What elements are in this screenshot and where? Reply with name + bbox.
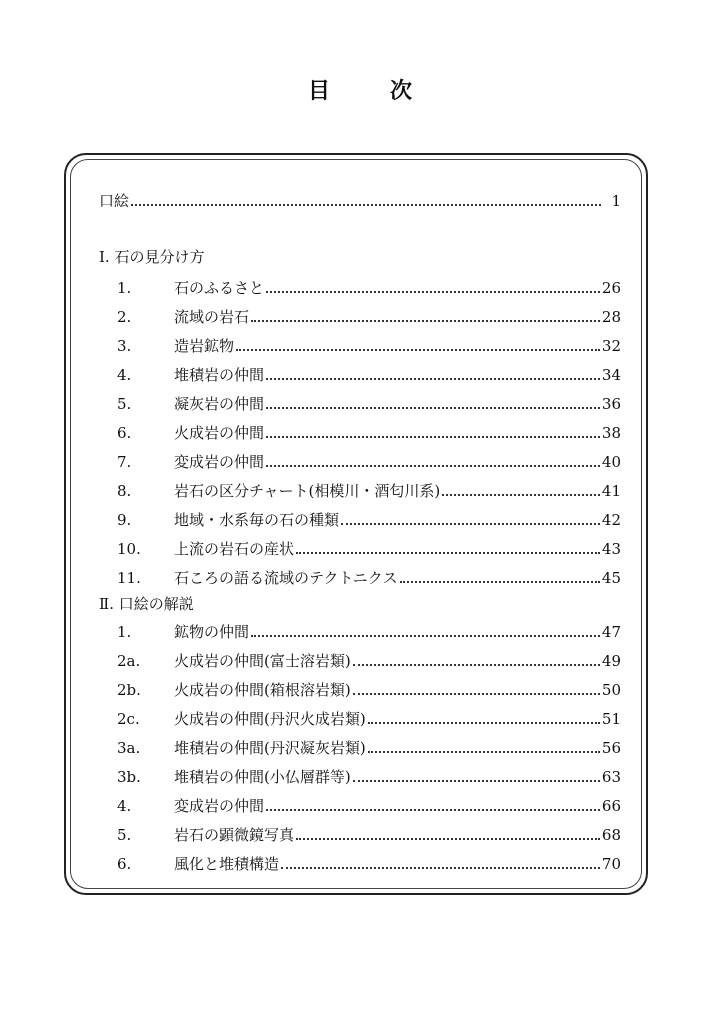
toc-entry[interactable] xyxy=(99,451,621,473)
toc-entry-label: 造岩鉱物 xyxy=(174,337,235,355)
toc-entry-number: 2. xyxy=(117,308,132,326)
toc-entry-label: 変成岩の仲間 xyxy=(174,797,265,815)
toc-entry[interactable] xyxy=(99,277,621,299)
toc-entry-page: 49 xyxy=(601,652,621,670)
toc-entry[interactable] xyxy=(99,538,621,560)
toc-entry[interactable] xyxy=(99,567,621,589)
toc-entry-page: 43 xyxy=(601,540,621,558)
dot-leader xyxy=(266,378,600,380)
toc-entry-number: 3a. xyxy=(117,739,141,757)
toc-entry[interactable] xyxy=(99,335,621,357)
toc-entry[interactable] xyxy=(99,306,621,328)
toc-entry[interactable] xyxy=(99,824,621,846)
dot-leader xyxy=(131,204,601,206)
toc-entry-label: 堆積岩の仲間(丹沢凝灰岩類) xyxy=(174,739,366,757)
toc-entry-label: 火成岩の仲間(箱根溶岩類) xyxy=(174,681,351,699)
toc-entry-number: 5. xyxy=(117,826,132,844)
toc-entry-page: 28 xyxy=(601,308,621,326)
toc-entry[interactable] xyxy=(99,509,621,531)
dot-leader xyxy=(368,751,600,753)
toc-entry-label: 風化と堆積構造 xyxy=(174,855,280,873)
toc-entry-label: 岩石の顕微鏡写真 xyxy=(174,826,295,844)
dot-leader xyxy=(266,465,600,467)
dot-leader xyxy=(353,664,600,666)
toc-entry[interactable] xyxy=(99,853,621,875)
toc-entry-number: 2c. xyxy=(117,710,140,728)
dot-leader xyxy=(400,581,600,583)
toc-entry-page: 36 xyxy=(601,395,621,413)
dot-leader xyxy=(251,320,600,322)
toc-entry-number: 8. xyxy=(117,482,132,500)
toc-entry-label: 堆積岩の仲間(小仏層群等) xyxy=(174,768,351,786)
toc-entry-label: 堆積岩の仲間 xyxy=(174,366,265,384)
toc-entry-number: 9. xyxy=(117,511,132,529)
toc-entry[interactable] xyxy=(99,766,621,788)
title-char-2: 次 xyxy=(390,79,413,104)
dot-leader xyxy=(236,349,600,351)
toc-entry-page: 38 xyxy=(601,424,621,442)
toc-entry-label: 石ころの語る流域のテクトニクス xyxy=(174,569,398,587)
toc-entry-page: 51 xyxy=(601,710,621,728)
toc-entry-label: 凝灰岩の仲間 xyxy=(174,395,265,413)
toc-entry-page: 32 xyxy=(601,337,621,355)
dot-leader xyxy=(296,838,600,840)
dot-leader xyxy=(368,722,600,724)
dot-leader xyxy=(341,523,600,525)
toc-entry[interactable] xyxy=(99,679,621,701)
toc-entry-number: 3b. xyxy=(117,768,141,786)
dot-leader xyxy=(442,494,600,496)
toc-entry-page: 26 xyxy=(601,279,621,297)
toc-entry-page: 41 xyxy=(601,482,621,500)
dot-leader xyxy=(353,780,600,782)
dot-leader xyxy=(251,635,600,637)
dot-leader xyxy=(296,552,600,554)
toc-entry-label: 火成岩の仲間(富士溶岩類) xyxy=(174,652,351,670)
toc-entry-number: 4. xyxy=(117,366,132,384)
toc-entry[interactable] xyxy=(99,621,621,643)
toc-entry-number: 2a. xyxy=(117,652,141,670)
toc-entry-number: 4. xyxy=(117,797,132,815)
toc-entry-number: 1. xyxy=(117,623,132,641)
toc-entry-page: 40 xyxy=(601,453,621,471)
page-title xyxy=(0,74,720,105)
dot-leader xyxy=(266,436,600,438)
toc-entry-page: 66 xyxy=(601,797,621,815)
toc-entry-page: 45 xyxy=(601,569,621,587)
dot-leader xyxy=(281,867,600,869)
toc-entry-label: 口絵 xyxy=(99,192,130,210)
toc-entry-page: 34 xyxy=(601,366,621,384)
toc-entry-page: 50 xyxy=(601,681,621,699)
toc-entry[interactable] xyxy=(99,650,621,672)
section-heading-2: Ⅱ. 口絵の解説 xyxy=(99,595,194,613)
toc-entry-number: 11. xyxy=(117,569,141,587)
toc-entry-number: 7. xyxy=(117,453,132,471)
toc-entry-frontispiece[interactable] xyxy=(99,190,621,212)
toc-entry-label: 火成岩の仲間(丹沢火成岩類) xyxy=(174,710,366,728)
toc-entry-label: 鉱物の仲間 xyxy=(174,623,250,641)
toc-entry[interactable] xyxy=(99,422,621,444)
toc-entry-number: 6. xyxy=(117,424,132,442)
toc-entry-page: 42 xyxy=(601,511,621,529)
toc-entry[interactable] xyxy=(99,480,621,502)
toc-entry-number: 1. xyxy=(117,279,132,297)
toc-entry-label: 岩石の区分チャート(相模川・酒匂川系) xyxy=(174,482,441,500)
toc-entry-label: 流域の岩石 xyxy=(174,308,250,326)
toc-entry[interactable] xyxy=(99,795,621,817)
toc-entry-label: 上流の岩石の産状 xyxy=(174,540,295,558)
section-heading-1: Ⅰ. 石の見分け方 xyxy=(99,248,205,266)
dot-leader xyxy=(353,693,600,695)
toc-entry-page: 47 xyxy=(601,623,621,641)
title-char-1: 目 xyxy=(307,79,330,104)
toc-entry[interactable] xyxy=(99,708,621,730)
toc-entry[interactable] xyxy=(99,393,621,415)
toc-entry-page: 56 xyxy=(601,739,621,757)
toc-entry-label: 変成岩の仲間 xyxy=(174,453,265,471)
dot-leader xyxy=(266,407,600,409)
toc-entry-number: 10. xyxy=(117,540,141,558)
toc-entry-page: 68 xyxy=(601,826,621,844)
toc-entry-number: 3. xyxy=(117,337,132,355)
toc-entry-number: 6. xyxy=(117,855,132,873)
toc-entry-label: 石のふるさと xyxy=(174,279,265,297)
toc-entry-page: 70 xyxy=(601,855,621,873)
toc-entry-number: 5. xyxy=(117,395,132,413)
dot-leader xyxy=(266,809,600,811)
toc-entry[interactable] xyxy=(99,364,621,386)
toc-entry-number: 2b. xyxy=(117,681,141,699)
toc-entry-page: 1 xyxy=(611,192,621,210)
toc-entry[interactable] xyxy=(99,737,621,759)
dot-leader xyxy=(266,291,600,293)
toc-entry-page: 63 xyxy=(601,768,621,786)
toc-entry-label: 火成岩の仲間 xyxy=(174,424,265,442)
toc-entry-label: 地域・水系毎の石の種類 xyxy=(174,511,340,529)
